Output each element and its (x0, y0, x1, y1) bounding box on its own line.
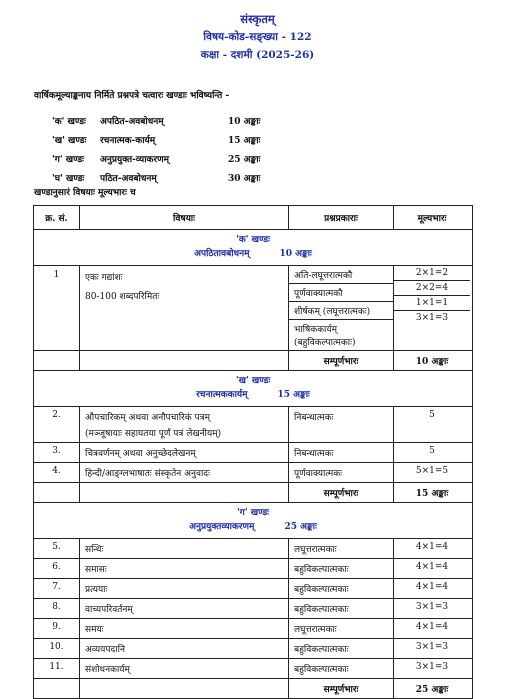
section-b-title-row (34, 370, 472, 406)
row-type: पूर्णवाक्यात्मकः (288, 463, 393, 482)
row-topic: संशोधनकार्यम् (79, 659, 288, 678)
section-b-title: 'ख' खण्डः (235, 376, 271, 386)
row-serial: 1 (53, 270, 60, 280)
col-header-marks: मूल्यभारः (393, 206, 470, 229)
section-c-marks: 25 अङ्काः (284, 522, 317, 532)
table-row (34, 265, 472, 350)
total-value: 25 अङ्काः (393, 679, 470, 698)
type-line: भाषिककार्यम् (बहुविकल्पात्मकाः) (289, 319, 393, 350)
marks-table (33, 205, 473, 699)
table-row (34, 558, 472, 578)
total-row (34, 350, 472, 370)
row-topic: प्रत्ययाः (79, 579, 288, 598)
row-value: 4×1=4 (393, 619, 470, 638)
row-value: 3×1=3 (393, 659, 470, 678)
table-row (34, 658, 472, 678)
value-line: 2×1=2 (415, 268, 449, 278)
row-value: 3×1=3 (393, 599, 470, 618)
type-line: अति-लघूत्तरात्मकौ (294, 271, 353, 281)
section-a-title-row (34, 229, 472, 265)
row-type: बहुविकल्पात्मकाः (288, 659, 393, 678)
row-topic: वाच्यपरिवर्तनम् (79, 599, 288, 618)
section-c-title: 'ग' खण्डः (237, 508, 269, 518)
table-row (34, 538, 472, 558)
row-values (393, 266, 470, 350)
row-types (288, 266, 393, 350)
document-header (0, 10, 515, 64)
value-line: 2×2=4 (394, 280, 470, 295)
section-marks: 15 अङ्काः (228, 136, 261, 146)
value-line: 1×1=1 (394, 295, 470, 310)
section-c-subtitle: अनुप्रयुक्तव्याकरणम् (189, 522, 255, 532)
row-serial: 3. (52, 446, 61, 456)
row-type: बहुविकल्पात्मकाः (288, 559, 393, 578)
section-a-marks: 10 अङ्काः (279, 249, 312, 259)
total-label: सम्पूर्णभारः (288, 679, 393, 698)
intro-text: वार्षिकमूल्याङ्कनाय निर्मिते प्रश्नपत्रे चत्वारः खण्डाः भविष्यन्ति - (34, 91, 230, 101)
total-row (34, 482, 472, 502)
row-serial: 5. (52, 542, 61, 552)
row-type: निबन्धात्मकः (288, 407, 393, 442)
row-topic-line: (मञ्जूषायाः सहायतया पूर्णं पत्रं लेखनीयम्) (85, 429, 222, 439)
total-label: सम्पूर्णभारः (288, 483, 393, 502)
row-serial: 7. (52, 582, 61, 592)
section-name: अनुप्रयुक्त-व्याकरणम् (100, 155, 170, 165)
row-serial: 6. (52, 562, 61, 572)
row-value: 5 (393, 407, 470, 442)
row-serial: 8. (52, 602, 61, 612)
row-topic: समयः (79, 619, 288, 638)
section-b-subtitle: रचनात्मककार्यम् (196, 390, 248, 400)
row-topic: अव्ययपदानि (79, 639, 288, 658)
row-value: 4×1=4 (393, 539, 470, 558)
value-line: 3×1=3 (394, 310, 470, 325)
row-type: लघूत्तरात्मकाः (288, 619, 393, 638)
row-type: निबन्धात्मकः (288, 443, 393, 462)
col-header-topics: विषयाः (79, 206, 288, 229)
row-value: 5 (393, 443, 470, 462)
section-marks: 25 अङ्काः (228, 155, 261, 165)
table-row (34, 578, 472, 598)
table-row (34, 462, 472, 482)
section-a-title: 'क' खण्डः (236, 235, 270, 245)
row-topic (79, 407, 288, 442)
row-serial: 4. (52, 466, 61, 476)
row-topic: सन्धिः (79, 539, 288, 558)
row-serial: 2. (52, 410, 61, 420)
subject-code: विषय-कोड-सङ्ख्या - 122 (203, 31, 312, 43)
section-name: अपठित-अवबोधनम् (100, 117, 164, 127)
total-row (34, 678, 472, 698)
col-header-types: प्रश्नप्रकाराः (288, 206, 393, 229)
marks-heading: खण्डानुसारं विषयाः मूल्यभारः च (34, 188, 136, 198)
row-topic: समासः (79, 559, 288, 578)
row-serial: 11. (49, 662, 64, 672)
row-topic (79, 266, 288, 350)
row-type: बहुविकल्पात्मकाः (288, 639, 393, 658)
section-a-subtitle: अपठितावबोधनम् (194, 249, 250, 259)
section-id: 'क' खण्डः (52, 117, 86, 127)
row-topic-line: 80-100 शब्दपरिमितः (85, 292, 160, 302)
type-line: पूर्णवाक्यात्मकौ (289, 283, 393, 301)
row-value: 4×1=4 (393, 559, 470, 578)
table-row (34, 618, 472, 638)
section-marks: 10 अङ्काः (228, 117, 261, 127)
row-type: लघूत्तरात्मकाः (288, 539, 393, 558)
table-header-row (34, 206, 472, 229)
row-topic-line: औपचारिकम् अथवा अनौपचारिकं पत्रम् (85, 413, 210, 423)
row-value: 3×1=3 (393, 639, 470, 658)
total-label: सम्पूर्णभारः (288, 351, 393, 370)
row-type: बहुविकल्पात्मकाः (288, 579, 393, 598)
total-value: 15 अङ्काः (393, 483, 470, 502)
section-id: 'ग' खण्डः (52, 155, 84, 165)
section-marks: 30 अङ्काः (228, 174, 261, 184)
row-value: 4×1=4 (393, 579, 470, 598)
section-b-marks: 15 अङ्काः (277, 390, 310, 400)
type-line: शीर्षकम् (लघूत्तरात्मकः) (289, 301, 393, 319)
section-id: 'ख' खण्डः (52, 136, 87, 146)
section-id: 'घ' खण्डः (52, 174, 85, 184)
col-header-serial: क्र. सं. (45, 214, 68, 224)
table-row (34, 598, 472, 618)
row-topic-line: एकः गद्यांशः (85, 273, 123, 283)
section-name: रचनात्मक-कार्यम् (100, 136, 156, 146)
section-c-title-row (34, 502, 472, 538)
subject-title: संस्कृतम् (240, 12, 275, 26)
row-value: 5×1=5 (393, 463, 470, 482)
table-row (34, 406, 472, 442)
total-value: 10 अङ्काः (393, 351, 470, 370)
row-topic: चित्रवर्णनम् अथवा अनुच्छेदलेखनम् (79, 443, 288, 462)
class-line: कक्षा - दशमी (2025-26) (200, 49, 315, 61)
row-serial: 9. (52, 622, 61, 632)
row-type: बहुविकल्पात्मकाः (288, 599, 393, 618)
row-topic: हिन्दी/आङ्ग्लभाषातः संस्कृतेन अनुवादः (79, 463, 288, 482)
table-row (34, 638, 472, 658)
table-row (34, 442, 472, 462)
section-name: पठित-अवबोधनम् (100, 174, 157, 184)
row-serial: 10. (49, 642, 64, 652)
